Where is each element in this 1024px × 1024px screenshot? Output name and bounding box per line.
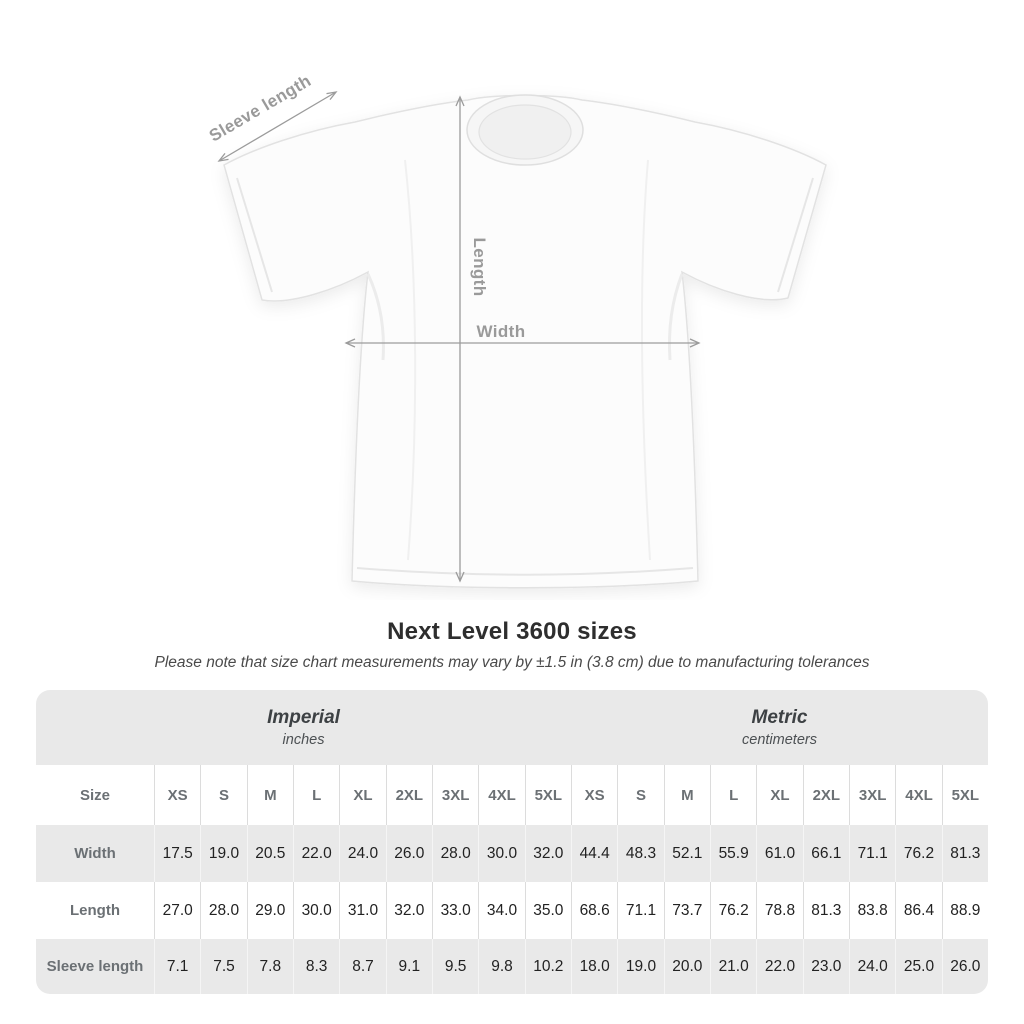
value-cell: 55.9 — [710, 825, 756, 882]
value-cell: 81.3 — [803, 882, 849, 939]
value-cell: 78.8 — [756, 882, 802, 939]
value-cell: 21.0 — [710, 939, 756, 994]
value-cell: 7.8 — [247, 939, 293, 994]
value-cell: 24.0 — [849, 939, 895, 994]
value-cell: 32.0 — [386, 882, 432, 939]
value-cell: 8.7 — [339, 939, 385, 994]
value-cell: 48.3 — [617, 825, 663, 882]
tolerance-note: Please note that size chart measurements may vary by ±1.5 in (3.8 cm) due to manufacturing tolerances — [154, 654, 870, 671]
value-cell: 34.0 — [478, 882, 524, 939]
size-header-cell: XS — [154, 765, 200, 825]
value-cell: 28.0 — [432, 825, 478, 882]
value-cell: 22.0 — [293, 825, 339, 882]
size-header-cell: XS — [571, 765, 617, 825]
value-cell: 71.1 — [617, 882, 663, 939]
page-title: Next Level 3600 sizes — [387, 618, 637, 645]
value-cell: 30.0 — [293, 882, 339, 939]
row-label: Width — [74, 845, 116, 862]
size-header-cell: S — [617, 765, 663, 825]
size-chart-table — [36, 690, 988, 994]
size-header-cell: S — [200, 765, 246, 825]
value-cell: 25.0 — [895, 939, 941, 994]
value-cell: 10.2 — [525, 939, 571, 994]
tshirt-collar-opening — [479, 105, 571, 159]
size-header-row — [36, 765, 988, 825]
value-cell: 20.5 — [247, 825, 293, 882]
value-cell: 68.6 — [571, 882, 617, 939]
table-row-sleeve-length — [36, 939, 988, 994]
tshirt-image — [224, 95, 826, 588]
imperial-group-label: Imperial — [267, 707, 340, 728]
value-cell: 18.0 — [571, 939, 617, 994]
sleeve-length-label: Sleeve length — [205, 70, 315, 146]
size-header-cell: 5XL — [525, 765, 571, 825]
table-row-length — [36, 882, 988, 939]
value-cell: 26.0 — [942, 939, 988, 994]
size-header-cell: L — [293, 765, 339, 825]
size-header-cell: M — [664, 765, 710, 825]
value-cell: 88.9 — [942, 882, 988, 939]
value-cell: 26.0 — [386, 825, 432, 882]
size-header-cell: 2XL — [803, 765, 849, 825]
size-column-header: Size — [79, 786, 110, 804]
value-cell: 19.0 — [617, 939, 663, 994]
size-header-cell: M — [247, 765, 293, 825]
value-cell: 86.4 — [895, 882, 941, 939]
size-header-cell: 4XL — [895, 765, 941, 825]
value-cell: 35.0 — [525, 882, 571, 939]
value-cell: 7.1 — [154, 939, 200, 994]
imperial-group-unit: inches — [282, 732, 325, 748]
value-cell: 9.1 — [386, 939, 432, 994]
value-cell: 7.5 — [200, 939, 246, 994]
value-cell: 71.1 — [849, 825, 895, 882]
value-cell: 23.0 — [803, 939, 849, 994]
value-cell: 32.0 — [525, 825, 571, 882]
tshirt-outline — [224, 96, 826, 588]
value-cell: 31.0 — [339, 882, 385, 939]
table-row-width — [36, 825, 988, 882]
row-label: Length — [70, 902, 120, 919]
value-cell: 27.0 — [154, 882, 200, 939]
value-cell: 81.3 — [942, 825, 988, 882]
value-cell: 24.0 — [339, 825, 385, 882]
value-cell: 66.1 — [803, 825, 849, 882]
metric-group-label: Metric — [751, 707, 808, 728]
value-cell: 9.5 — [432, 939, 478, 994]
value-cell: 22.0 — [756, 939, 802, 994]
value-cell: 44.4 — [571, 825, 617, 882]
size-header-cell: XL — [339, 765, 385, 825]
width-label: Width — [476, 322, 526, 341]
size-header-cell: 2XL — [386, 765, 432, 825]
value-cell: 8.3 — [293, 939, 339, 994]
value-cell: 83.8 — [849, 882, 895, 939]
size-header-cell: 4XL — [478, 765, 524, 825]
size-header-cell: 3XL — [849, 765, 895, 825]
value-cell: 61.0 — [756, 825, 802, 882]
value-cell: 30.0 — [478, 825, 524, 882]
value-cell: 19.0 — [200, 825, 246, 882]
value-cell: 17.5 — [154, 825, 200, 882]
value-cell: 33.0 — [432, 882, 478, 939]
length-label: Length — [470, 237, 489, 297]
value-cell: 20.0 — [664, 939, 710, 994]
size-header-cell: L — [710, 765, 756, 825]
size-header-cell: 3XL — [432, 765, 478, 825]
size-header-cell: XL — [756, 765, 802, 825]
value-cell: 76.2 — [895, 825, 941, 882]
row-label: Sleeve length — [46, 958, 144, 975]
metric-group-header — [571, 690, 988, 765]
value-cell: 73.7 — [664, 882, 710, 939]
value-cell: 52.1 — [664, 825, 710, 882]
size-header-cell: 5XL — [942, 765, 988, 825]
unit-group-header-row — [36, 690, 988, 765]
imperial-group-header — [36, 690, 571, 765]
value-cell: 29.0 — [247, 882, 293, 939]
value-cell: 28.0 — [200, 882, 246, 939]
value-cell: 76.2 — [710, 882, 756, 939]
metric-group-unit: centimeters — [742, 732, 817, 748]
value-cell: 9.8 — [478, 939, 524, 994]
